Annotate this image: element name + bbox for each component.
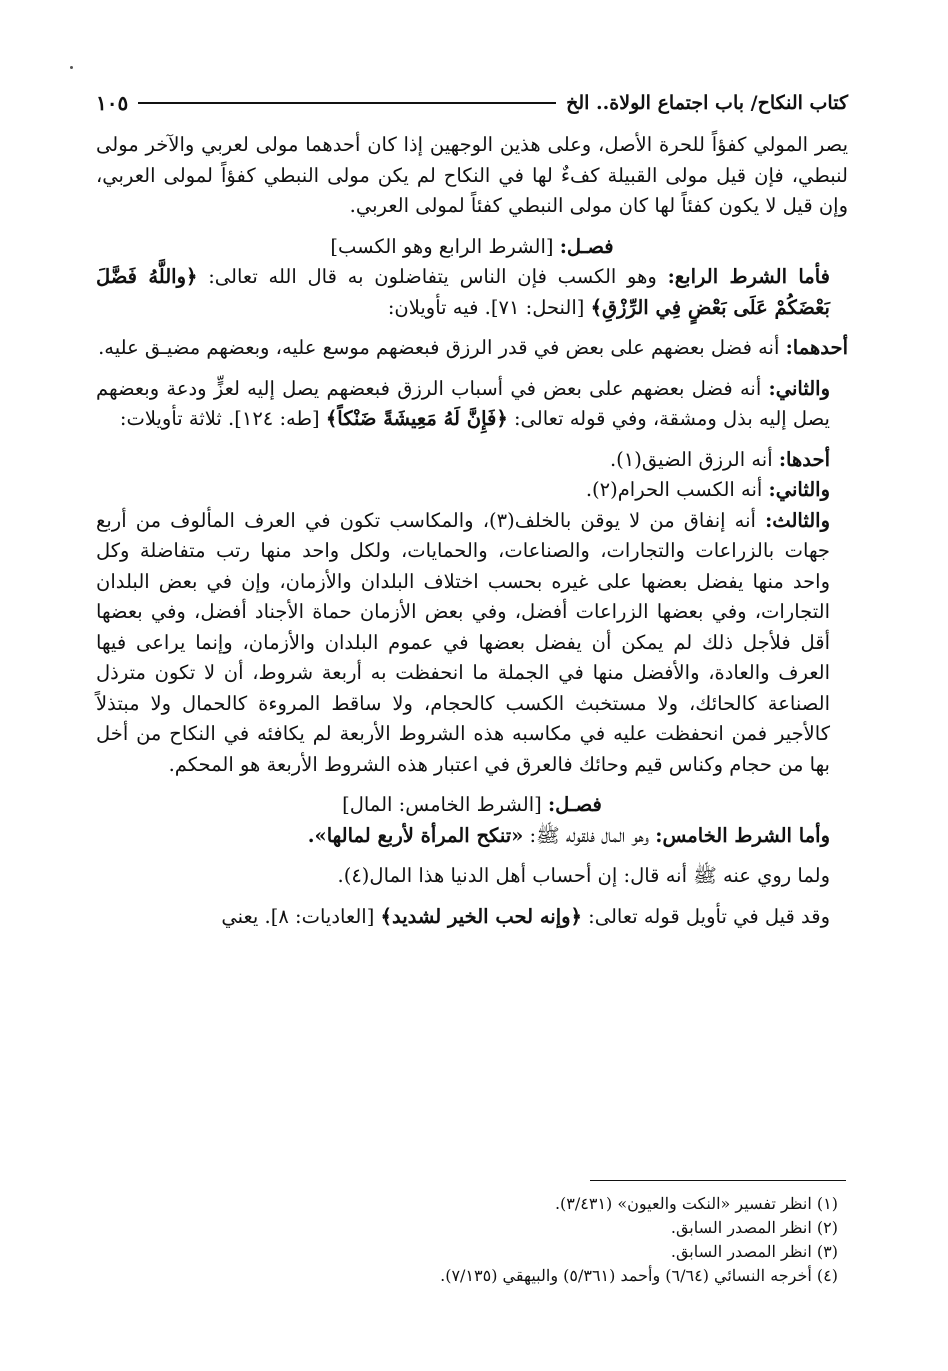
- quran-verse: ﴿واللَّهُ فَضَّلَ بَعْضَكُمْ عَلَى بَعْضٍ فِي الرِّزْقِ﴾: [96, 265, 830, 319]
- footnote-4: (٤) أخرجه النسائي (٦/٦٤) وأحمد (٥/٣٦١) والبيهقي (٧/١٣٥).: [440, 1266, 838, 1285]
- verse-reference: [طه: ١٢٤]. ثلاثة تأويلات:: [119, 407, 320, 430]
- paragraph-interpretation-2: [96, 475, 848, 506]
- paragraph-1: يصر المولي كفؤاً للحرة الأصل، وعلى هذين الوجهين إذا كان أحدهما مولى لعربي والآخر مولى لنبطي، فإن قيل مولى القبيلة كفءٌ لها في النكاح لم يكن مولى النبطي كفؤاً لمولى العربي، وإن قيل لا يكون كفئاً لها كان مولى النبطي كفئاً لمولى العربي.: [96, 133, 848, 217]
- paragraph-interpretation-3: [96, 506, 848, 781]
- quran-verse: ﴿فَإِنَّ لَهُ مَعِيشَةً ضَنْكاً﴾: [325, 407, 508, 430]
- footnote-1: (١) انظر تفسير «النكت والعيون» (٣/٤٣١).: [554, 1194, 838, 1213]
- section-heading-4: [96, 232, 848, 263]
- paragraph-interpretation-1: [96, 445, 848, 476]
- paragraph-narration: ولما روي عنه ﷺ أنه قال: إن أحساب أهل الدنيا هذا المال(٤).: [337, 864, 830, 887]
- paragraph-text: أنه الكسب الحرام(٢).: [585, 478, 763, 501]
- footnotes: [96, 1192, 848, 1288]
- paragraph-text: وهو المال فلقوله ﷺ:: [529, 823, 650, 847]
- header-rule: [138, 102, 556, 104]
- lead-term: والثالث:: [765, 508, 830, 532]
- paragraph-text: أنه الرزق الضيق(١).: [609, 447, 773, 471]
- header-title: كتاب النكاح/ باب اجتماع الولاة.. الخ: [566, 92, 848, 114]
- speck: [70, 66, 73, 69]
- verse-reference: [النحل: ٧١]. فيه تأويلان:: [387, 295, 585, 319]
- lead-term: والثاني:: [768, 478, 830, 501]
- paragraph-text: أنه فضل بعضهم على بعض في قدر الرزق فبعضهم موسع عليه، وبعضهم مضيـق عليه.: [98, 336, 780, 359]
- paragraph-second-interpretation: [96, 374, 848, 435]
- lead-term: والثاني:: [768, 376, 831, 400]
- section-label: فصـل:: [547, 793, 602, 816]
- paragraph-condition-5: [96, 821, 848, 852]
- section-label: فصـل:: [559, 234, 614, 258]
- section-title: [الشرط الخامس: المال]: [342, 793, 542, 816]
- running-header: [96, 86, 848, 120]
- paragraph-text: وقد قيل في تأويل قوله تعالى:: [588, 904, 830, 928]
- paragraph-first-interpretation: [96, 333, 848, 364]
- lead-term: وأما الشرط الخامس:: [655, 823, 830, 847]
- paragraph-text: أنه إنفاق من لا يوقن بالخلف(٣)، والمكاسب تكون في العرف المألوف من أربع جهات بالزراعات والتجارات، والصناعات، والحمايات، ولكل واحد منها رتب متفاضلة وكل واحد منها يفضل بعضها على غيره بحسب اختلاف البلدان والأزمان، وإن في بعض البلدان التجارات، وفي بعضها الزراعات أفضل، وفي بعض الأزمان حماة الأجناد أفضل، وفي بعضها أقل فلأجل ذلك لم يمكن أن يفضل بعضها في عموم البلدان والأزمان، وإنما يراعى فيها العرف والعادة، والأفضل منها في الجملة ما انحفظت به أربعة شروط، أن لا تكون مترذل الصناعة كالحائك، ولا مستخبث الكسب كالحجام، ولا ساقط المروءة كالحمال ولا مبتذلاً كالأجير فمن انحفظت عليه في مكاسبه هذه الشروط الأربعة لم يكافئه في النكاح من أخل بها من حجام وكناس قيم وحائك فالعرق في اعتبار هذه الشروط الأربعة هو المحكم.: [96, 508, 830, 776]
- footnote-separator: [590, 1180, 846, 1181]
- hadith-quote: «تنكح المرأة لأربع لمالها».: [307, 823, 524, 847]
- paragraph-text: وهو الكسب فإن الناس يتفاضلون به قال الله تعالى:: [208, 265, 657, 288]
- paragraph-text: أنه فضل بعضهم على بعض في أسباب الرزق فبعضهم يصل إليه لعزٍّ ودعة وبعضهم يصل إليه بذل ومشقة، وفي قوله تعالى:: [96, 376, 830, 430]
- page-number: ١٠٥: [96, 91, 129, 115]
- main-text: [96, 130, 848, 932]
- paragraph-condition-4: [96, 262, 848, 323]
- footnote-2: (٢) انظر المصدر السابق.: [670, 1218, 838, 1237]
- lead-term: أحدها:: [778, 447, 830, 471]
- quran-verse: ﴿وإنه لحب الخير لشديد﴾: [380, 904, 582, 928]
- section-heading-5: [96, 790, 848, 821]
- footnote-3: (٣) انظر المصدر السابق.: [670, 1242, 838, 1261]
- verse-reference: [العاديات: ٨]. يعني: [221, 904, 375, 928]
- lead-term: أحدهما:: [785, 336, 848, 359]
- lead-term: فأما الشرط الرابع:: [667, 265, 830, 288]
- paragraph-verse-interpretation: [96, 902, 848, 933]
- section-title: [الشرط الرابع وهو الكسب]: [330, 234, 554, 258]
